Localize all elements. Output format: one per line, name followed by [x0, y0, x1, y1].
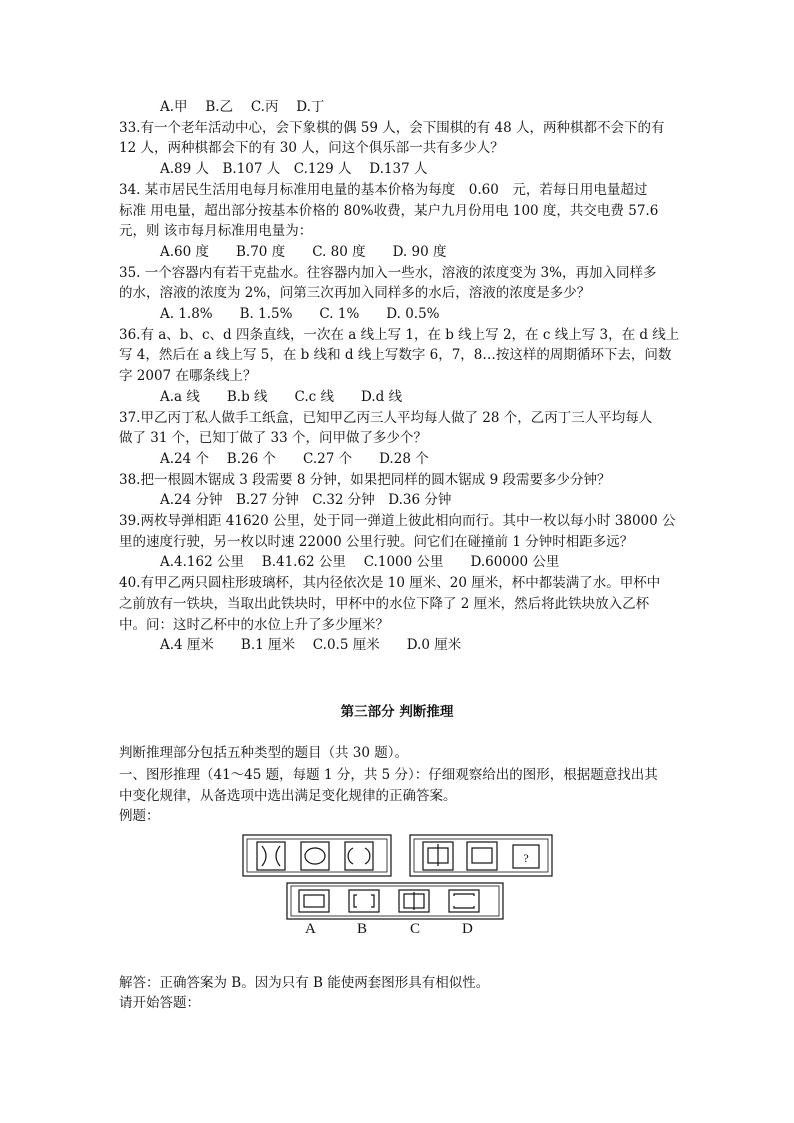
question-text: 中。问：这时乙杯中的水位上升了多少厘米？: [119, 616, 389, 633]
answer-options: A.24 个 B.26 个 C.27 个 D.28 个: [160, 450, 429, 467]
question-text: 39.两枚导弹相距 41620 公里，处于同一弹道上彼此相向而行。其中一枚以每小时 38000 公: [119, 513, 676, 529]
question-text: 写 4，然后在 a 线上写 5，在 b 线和 d 线上写数字 6，7，8…按这样的周期循环下去，问数: [119, 347, 672, 364]
intro-line: 判断推理部分包括五种类型的题目（共 30 题）。: [119, 745, 409, 761]
option-letter-d: D: [462, 921, 473, 937]
shape-ellipse: [301, 842, 329, 870]
question-text: 字 2007 在哪条线上？: [119, 368, 257, 385]
option-letter-c: C: [410, 921, 421, 937]
question-text: 里的速度行驶，另一枚以时速 22000 公里行驶。问它们在碰撞前 1 分钟时相距多远？: [119, 533, 634, 550]
intro-line: 例题：: [119, 808, 160, 824]
question-text: 12 人，两种棋都会下的有 30 人，问这个俱乐部一共有多少人？: [119, 140, 504, 157]
question-mark: ?: [523, 851, 529, 865]
answer-line: 请开始答题：: [119, 995, 200, 1011]
shape-nested-rectangle: [467, 842, 497, 870]
example-figure: [240, 830, 570, 945]
answer-options: A.a 线 B.b 线 C.c 线 D.d 线: [160, 388, 403, 405]
option-letter-b: B: [357, 921, 368, 937]
options-box: [287, 883, 503, 919]
option-a-shape: [299, 890, 329, 912]
question-text: 34. 某市居民生活用电每月标准用电量的基本价格为每度 0.60 元，若每日用电量超过: [119, 181, 648, 198]
answer-options: A.4 厘米 B.1 厘米 C.0.5 厘米 D.0 厘米: [160, 637, 462, 654]
intro-line: 中变化规律，从备选项中选出满足变化规律的正确答案。: [119, 788, 457, 804]
shape-broken-circle: [345, 842, 373, 870]
question-text: 元，则 该市每月标准用电量为：: [119, 223, 313, 240]
question-text: 33.有一个老年活动中心，会下象棋的偶 59 人，会下围棋的有 48 人，两种棋都不会下的有: [119, 119, 665, 136]
option-c-shape: [399, 890, 429, 912]
answer-options: A.24 分钟 B.27 分钟 C.32 分钟 D.36 分钟: [160, 492, 452, 509]
question-text: 做了 31 个，已知丁做了 33 个，问甲做了多少个？: [119, 430, 428, 447]
shape-bracket-pair: [257, 842, 285, 870]
question-text: 36.有 a、b、c、d 四条直线，一次在 a 线上写 1，在 b 线上写 2，在 c 线上写 3，在 d 线上: [119, 326, 680, 343]
shape-split-rectangle: [423, 842, 453, 870]
question-text: 之前放有一铁块，当取出此铁块时，甲杯中的水位下降了 2 厘米，然后将此铁块放入乙杯: [119, 595, 650, 612]
question-text: 标准 用电量，超出部分按基本价格的 80%收费，某户九月份用电 100 度，共交电费 57.6: [119, 202, 659, 219]
answer-options: A. 1.8% B. 1.5% C. 1% D. 0.5%: [160, 306, 440, 322]
question-text: 40.有甲乙两只圆柱形玻璃杯，其内径依次是 10 厘米、20 厘米，杯中都装满了水。甲杯中: [119, 575, 661, 592]
answer-options: A.4.162 公里 B.41.62 公里 C.1000 公里 D.60000 公里: [160, 554, 560, 571]
option-d-shape: [449, 890, 479, 912]
question-text: 的水，溶液的浓度为 2%，问第三次再加入同样多的水后，溶液的浓度是多少？: [119, 285, 591, 302]
question-text: 35. 一个容器内有若干克盐水。往容器内加入一些水，溶液的浓度变为 3%，再加入同样多: [119, 264, 657, 281]
answer-options: A.60 度 B.70 度 C. 80 度 D. 90 度: [160, 243, 447, 260]
question-text: 38.把一根圆木锯成 3 段需要 8 分钟，如果把同样的圆木锯成 9 段需要多少分钟？: [119, 471, 611, 488]
option-letter-a: A: [305, 921, 316, 937]
answer-line: 解答：正确答案为 B。因为只有 B 能使两套图形具有相似性。: [119, 975, 490, 991]
answer-options: A.甲 B.乙 C.丙 D.丁: [160, 99, 325, 115]
section-title: 第三部分 判断推理: [340, 704, 454, 720]
option-b-shape: [349, 890, 379, 912]
question-text: 37.甲乙丙丁私人做手工纸盒，已知甲乙丙三人平均每人做了 28 个，乙丙丁三人平均每人: [119, 409, 653, 426]
answer-options: A.89 人 B.107 人 C.129 人 D.137 人: [160, 161, 428, 178]
intro-line: 一、图形推理（41～45 题，每题 1 分，共 5 分）：仔细观察给出的图形，根据题意找出其: [119, 767, 658, 783]
